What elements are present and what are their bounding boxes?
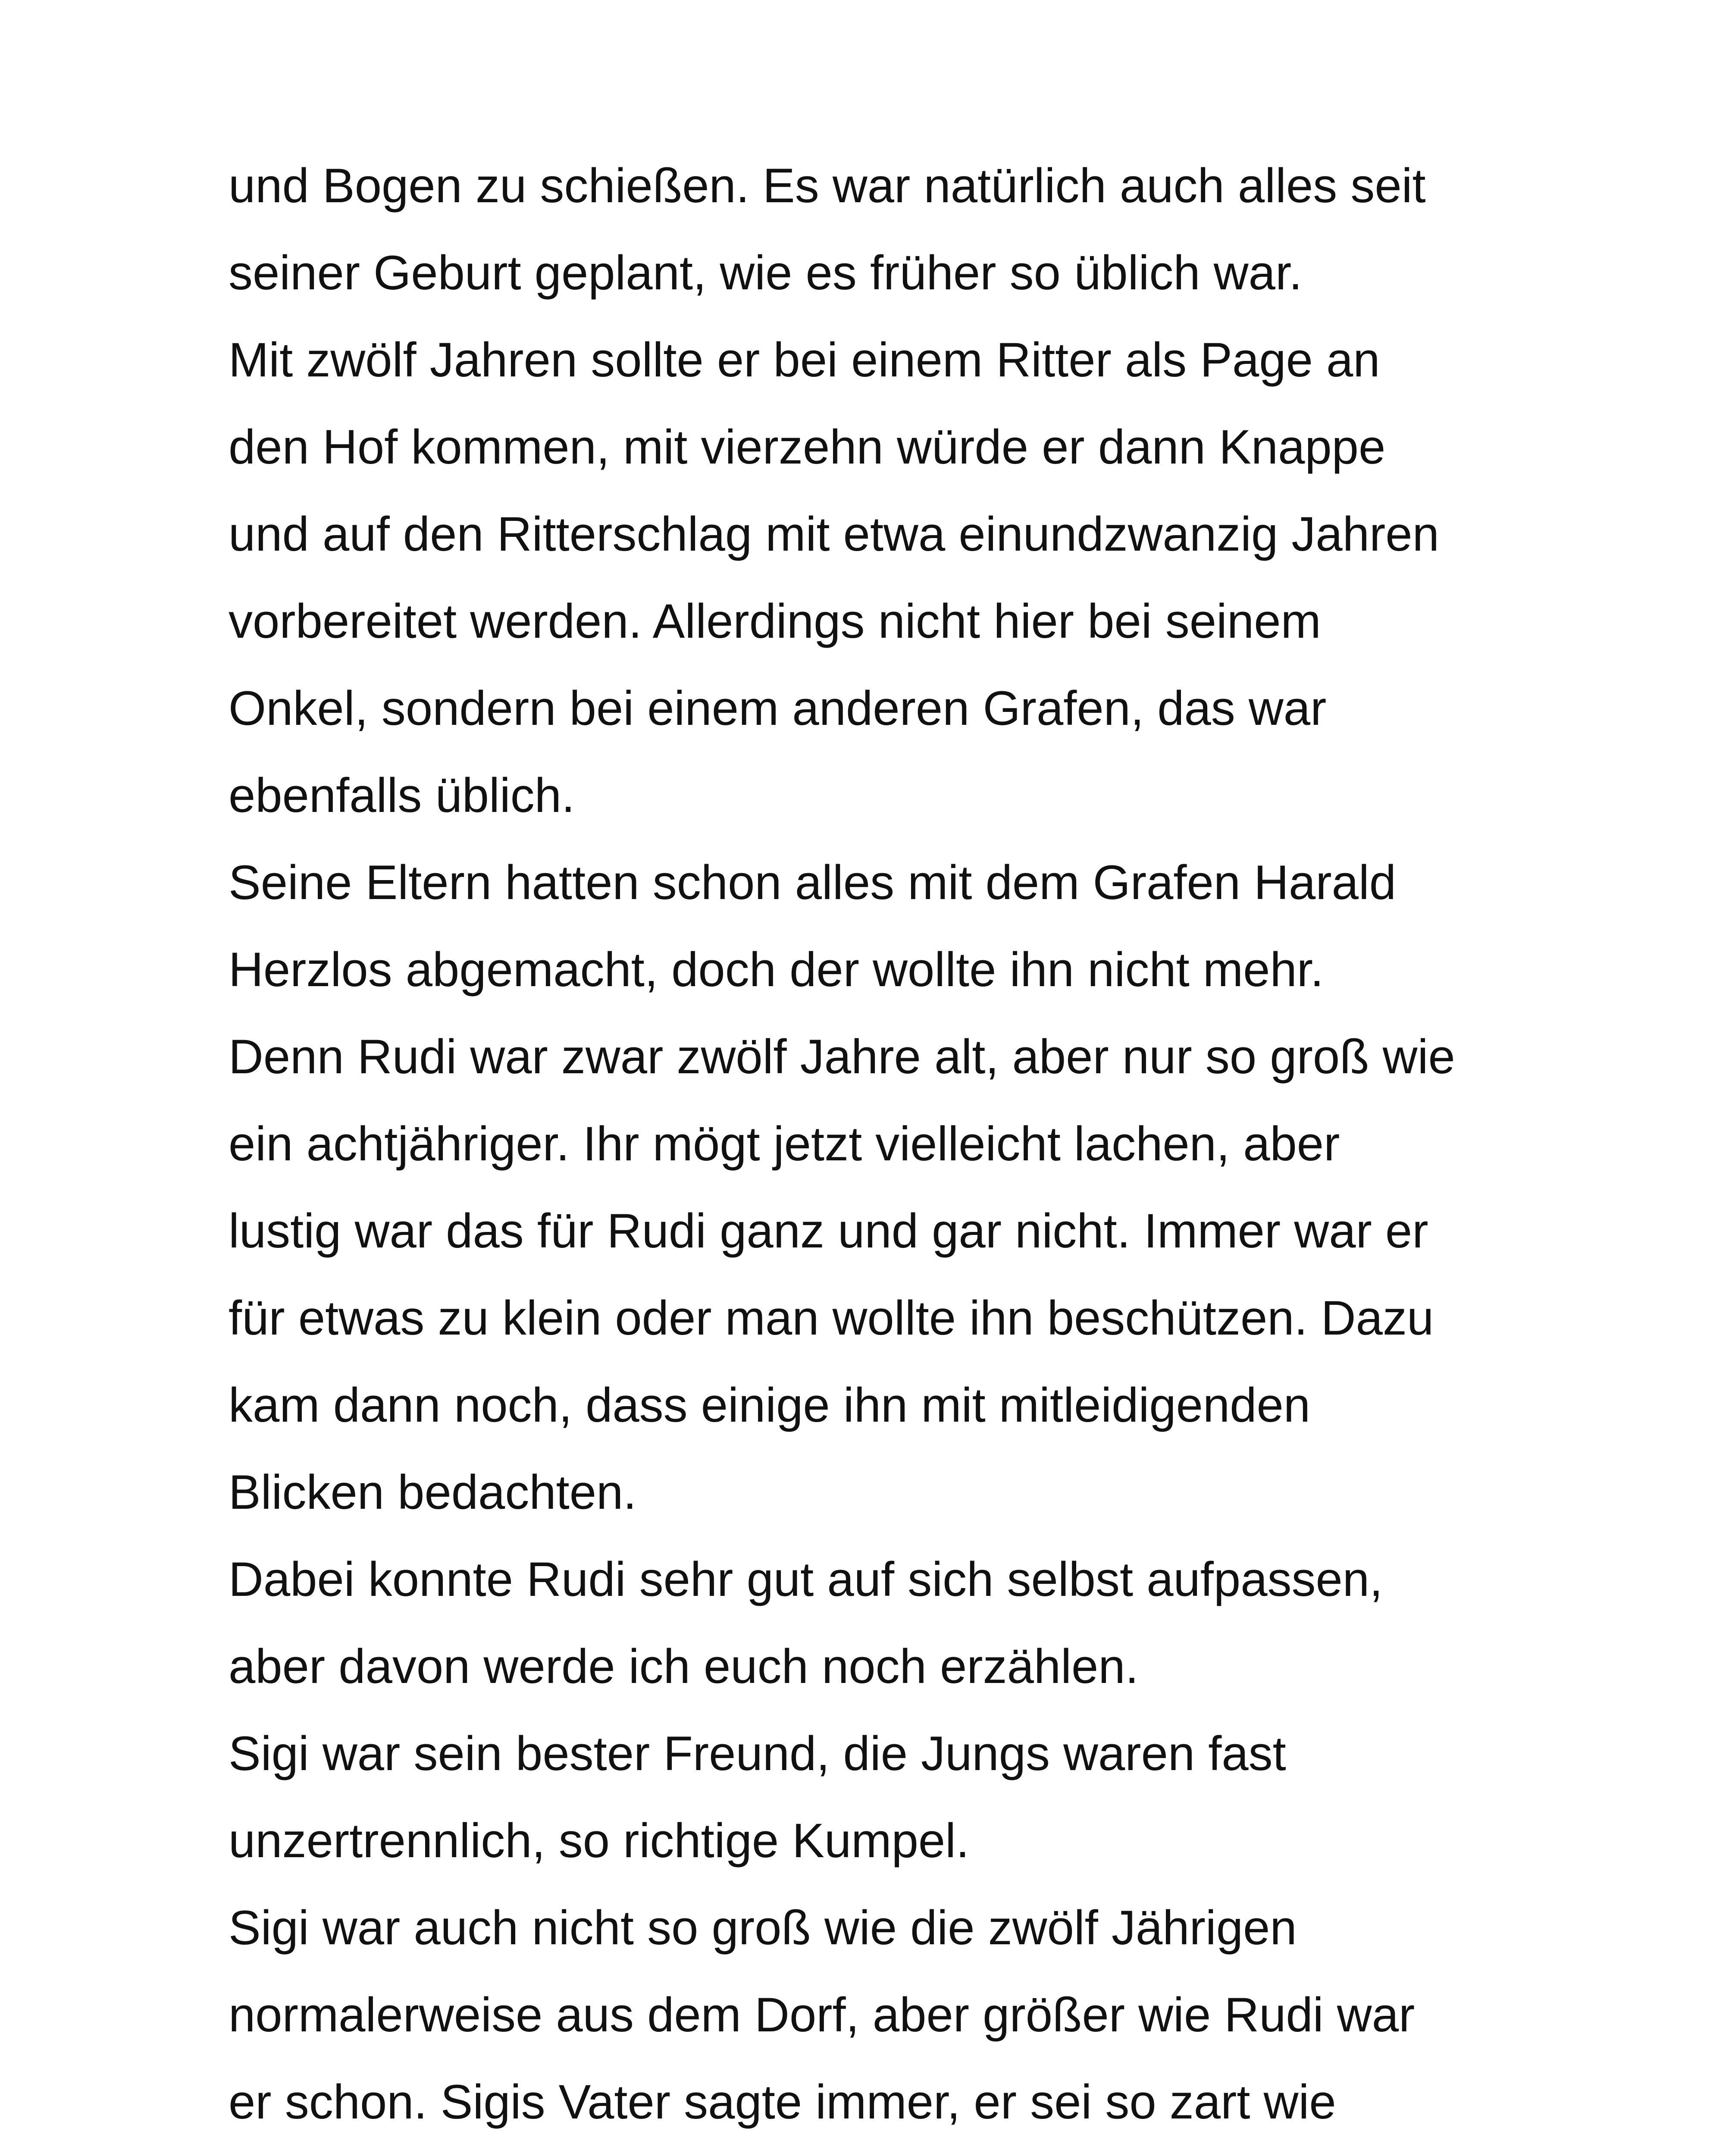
- text-line: seiner Geburt geplant, wie es früher so üblich war.: [229, 246, 1303, 300]
- text-line: und Bogen zu schießen. Es war natürlich auch alles seit: [229, 159, 1426, 213]
- text-line: Seine Eltern hatten schon alles mit dem Grafen Harald: [229, 856, 1397, 909]
- text-line: und auf den Ritterschlag mit etwa einundzwanzig Jahren: [229, 507, 1439, 561]
- text-line: Sigi war auch nicht so groß wie die zwölf Jährigen: [229, 1901, 1297, 1955]
- text-line: Sigi war sein bester Freund, die Jungs waren fast: [229, 1727, 1286, 1780]
- text-line: Dabei konnte Rudi sehr gut auf sich selbst aufpassen,: [229, 1552, 1383, 1606]
- text-line: lustig war das für Rudi ganz und gar nicht. Immer war er: [229, 1204, 1428, 1258]
- text-line: Herzlos abgemacht, doch der wollte ihn nicht mehr.: [229, 943, 1324, 997]
- text-line: für etwas zu klein oder man wollte ihn beschützen. Dazu: [229, 1291, 1434, 1345]
- text-line: Onkel, sondern bei einem anderen Grafen, das war: [229, 681, 1327, 735]
- text-line: Mit zwölf Jahren sollte er bei einem Ritter als Page an: [229, 333, 1380, 387]
- text-line: Denn Rudi war zwar zwölf Jahre alt, aber nur so groß wie: [229, 1030, 1455, 1084]
- text-line: vorbereitet werden. Allerdings nicht hier bei seinem: [229, 594, 1321, 648]
- text-line: Blicken bedachten.: [229, 1465, 637, 1519]
- text-line: ein achtjähriger. Ihr mögt jetzt vielleicht lachen, aber: [229, 1117, 1340, 1171]
- text-line: normalerweise aus dem Dorf, aber größer wie Rudi war: [229, 1988, 1415, 2042]
- text-line: den Hof kommen, mit vierzehn würde er dann Knappe: [229, 420, 1386, 474]
- body-text: [229, 142, 1539, 2146]
- text-line: kam dann noch, dass einige ihn mit mitleidigenden: [229, 1378, 1311, 1432]
- text-line: unzertrennlich, so richtige Kumpel.: [229, 1814, 970, 1868]
- text-line: er schon. Sigis Vater sagte immer, er sei so zart wie: [229, 2075, 1336, 2129]
- text-line: ebenfalls üblich.: [229, 768, 575, 822]
- text-line: aber davon werde ich euch noch erzählen.: [229, 1639, 1139, 1693]
